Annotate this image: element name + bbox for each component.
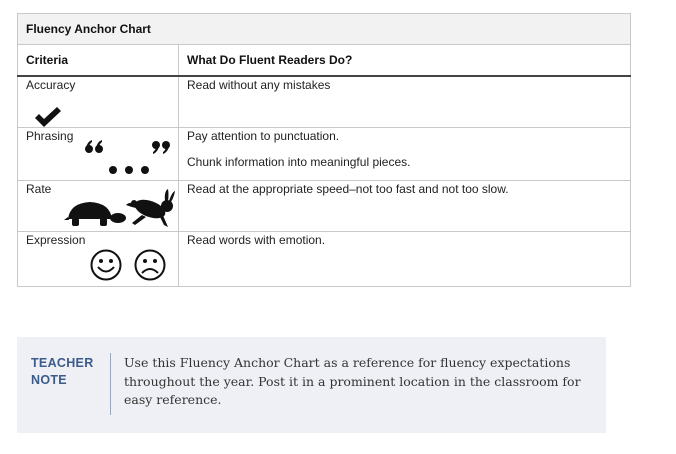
criteria-cell-accuracy bbox=[18, 76, 179, 128]
description-text: Read at the appropriate speed–not too fast and not too slow. bbox=[187, 182, 509, 196]
teacher-note-text: Use this Fluency Anchor Chart as a reference for fluency expectations throughout the year. Post it in a prominent location in the classroom for easy reference. bbox=[124, 355, 581, 407]
quotation-marks-ellipsis-icon bbox=[84, 140, 176, 176]
description-text: Read words with emotion. bbox=[187, 233, 326, 247]
chart-title: Fluency Anchor Chart bbox=[18, 14, 631, 45]
description-header: What Do Fluent Readers Do? bbox=[179, 45, 631, 77]
description-cell-expression bbox=[179, 232, 631, 287]
tortoise-and-hare-icon bbox=[64, 189, 176, 231]
criteria-cell-phrasing bbox=[18, 128, 179, 181]
table-row bbox=[18, 232, 631, 287]
description-cell-accuracy bbox=[179, 76, 631, 128]
description-text: Pay attention to punctuation. bbox=[187, 129, 340, 143]
criteria-label: Accuracy bbox=[26, 78, 76, 92]
chart-header-row bbox=[18, 45, 631, 77]
description-cell-phrasing bbox=[179, 128, 631, 181]
fluency-anchor-chart bbox=[17, 13, 631, 287]
table-row bbox=[18, 76, 631, 128]
checkmark-icon bbox=[34, 107, 62, 127]
chart-title-row bbox=[18, 14, 631, 45]
criteria-header: Criteria bbox=[18, 45, 179, 77]
criteria-cell-rate bbox=[18, 181, 179, 232]
teacher-note-label: TEACHER NOTE bbox=[31, 356, 94, 387]
table-row bbox=[18, 181, 631, 232]
happy-and-sad-faces-icon bbox=[90, 249, 168, 281]
description-cell-rate bbox=[179, 181, 631, 232]
criteria-label: Phrasing bbox=[26, 129, 74, 143]
table-row bbox=[18, 128, 631, 181]
criteria-cell-expression bbox=[18, 232, 179, 287]
criteria-label: Expression bbox=[26, 233, 86, 247]
criteria-label: Rate bbox=[26, 182, 52, 196]
description-text: Read without any mistakes bbox=[187, 78, 331, 92]
teacher-note bbox=[17, 337, 606, 433]
note-divider bbox=[110, 353, 111, 415]
description-text: Chunk information into meaningful pieces. bbox=[187, 155, 411, 169]
